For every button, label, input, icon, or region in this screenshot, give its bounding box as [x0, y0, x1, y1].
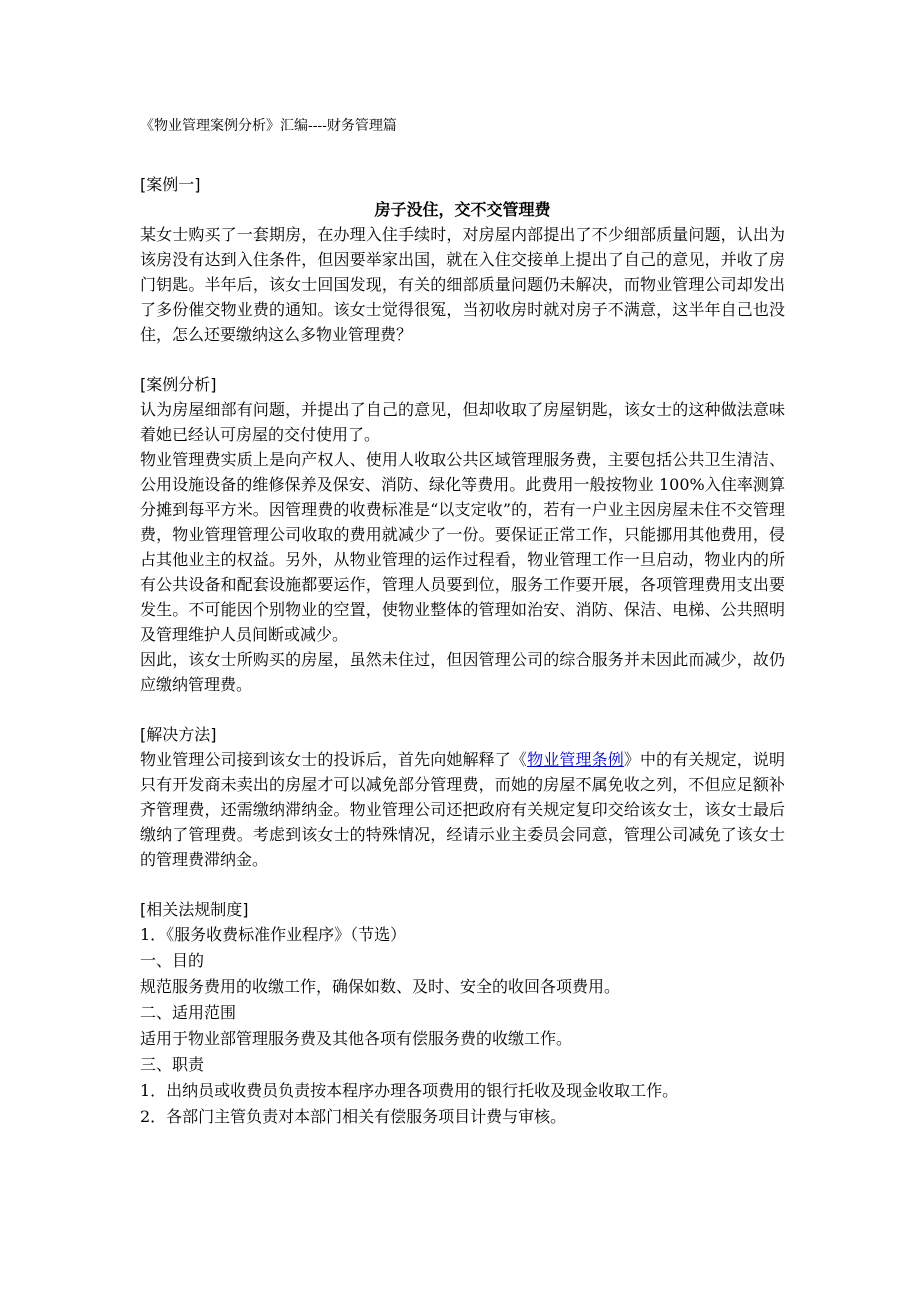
analysis-heading: [案例分析]: [140, 375, 217, 394]
document-title: 《物业管理案例分析》汇编----财务管理篇: [140, 118, 397, 134]
regulation-line: 1．《服务收费标准作业程序》（节选）: [140, 925, 407, 944]
spacer: [140, 347, 785, 372]
solution-paragraph: [140, 747, 785, 872]
regulation-line: 一、目的: [140, 951, 205, 970]
case-subtitle: 房子没住，交不交管理费: [374, 200, 551, 219]
regulation-line: 1．出纳员或收费员负责按本程序办理各项费用的银行托收及现金收取工作。: [140, 1081, 679, 1100]
analysis-paragraph: 物业管理费实质上是向产权人、使用人收取公共区域管理服务费，主要包括公共卫生清洁、公用设施设备的维修保养及保安、消防、绿化等费用。此费用一般按物业 100%入住率测算分摊到每平方米。因管理费的收费标准是“以支定收”的，若有一户业主因房屋未住不交管理费，物业管理管理公司收取的费用就减少了一份。要保证正常工作，只能挪用其他费用，侵占其他业主的权益。另外，从物业管理的运作过程看，物业管理工作一旦启动，物业内的所有公共设备和配套设施都要运作，管理人员要到位，服务工作要开展，各项管理费用支出要发生。不可能因个别物业的空置，使物业整体的管理如治安、消防、保洁、电梯、公共照明及管理维护人员间断或减少。: [140, 450, 785, 644]
regulation-link[interactable]: 物业管理条例: [527, 750, 624, 769]
solution-text-before-link: 物业管理公司接到该女士的投诉后，首先向她解释了《: [140, 750, 528, 769]
case-description: 某女士购买了一套期房，在办理入住手续时，对房屋内部提出了不少细部质量问题，认出为该房没有达到入住条件，但因要举家出国，就在入住交接单上提出了自己的意见，并收了房门钥匙。半年后，该女士回国发现，有关的细部质量问题仍未解决，而物业管理公司却发出了多份催交物业费的通知。该女士觉得很冤，当初收房时就对房子不满意，这半年自己也没住，怎么还要缴纳这么多物业管理费？: [140, 225, 785, 344]
regulation-line: 2．各部门主管负责对本部门相关有偿服务项目计费与审核。: [140, 1107, 567, 1126]
analysis-paragraph: 因此，该女士所购买的房屋，虽然未住过，但因管理公司的综合服务并未因此而减少，故仍应缴纳管理费。: [140, 650, 785, 694]
document-body: [140, 172, 785, 1130]
regulation-line: 二、适用范围: [140, 1003, 237, 1022]
case-heading: [案例一]: [140, 175, 201, 194]
solution-text-after-link: 》中的有关规定，说明只有开发商未卖出的房屋才可以减免部分管理费，而她的房屋不属免收之列，不但应足额补齐管理费，还需缴纳滞纳金。物业管理公司还把政府有关规定复印交给该女士，该女士最后缴纳了管理费。考虑到该女士的特殊情况，经请示业主委员会同意，管理公司减免了该女士的管理费滞纳金。: [140, 750, 785, 869]
solution-heading: [解决方法]: [140, 725, 217, 744]
regulation-line: 适用于物业部管理服务费及其他各项有偿服务费的收缴工作。: [140, 1029, 573, 1048]
analysis-paragraph: 认为房屋细部有问题，并提出了自己的意见，但却收取了房屋钥匙，该女士的这种做法意味着她已经认可房屋的交付使用了。: [140, 400, 785, 444]
spacer: [140, 697, 785, 722]
spacer: [140, 872, 785, 897]
regulation-line: 三、职责: [140, 1055, 205, 1074]
regulations-list: [140, 922, 785, 1130]
regulation-line: 规范服务费用的收缴工作，确保如数、及时、安全的收回各项费用。: [140, 977, 621, 996]
regulations-heading: [相关法规制度]: [140, 900, 249, 919]
